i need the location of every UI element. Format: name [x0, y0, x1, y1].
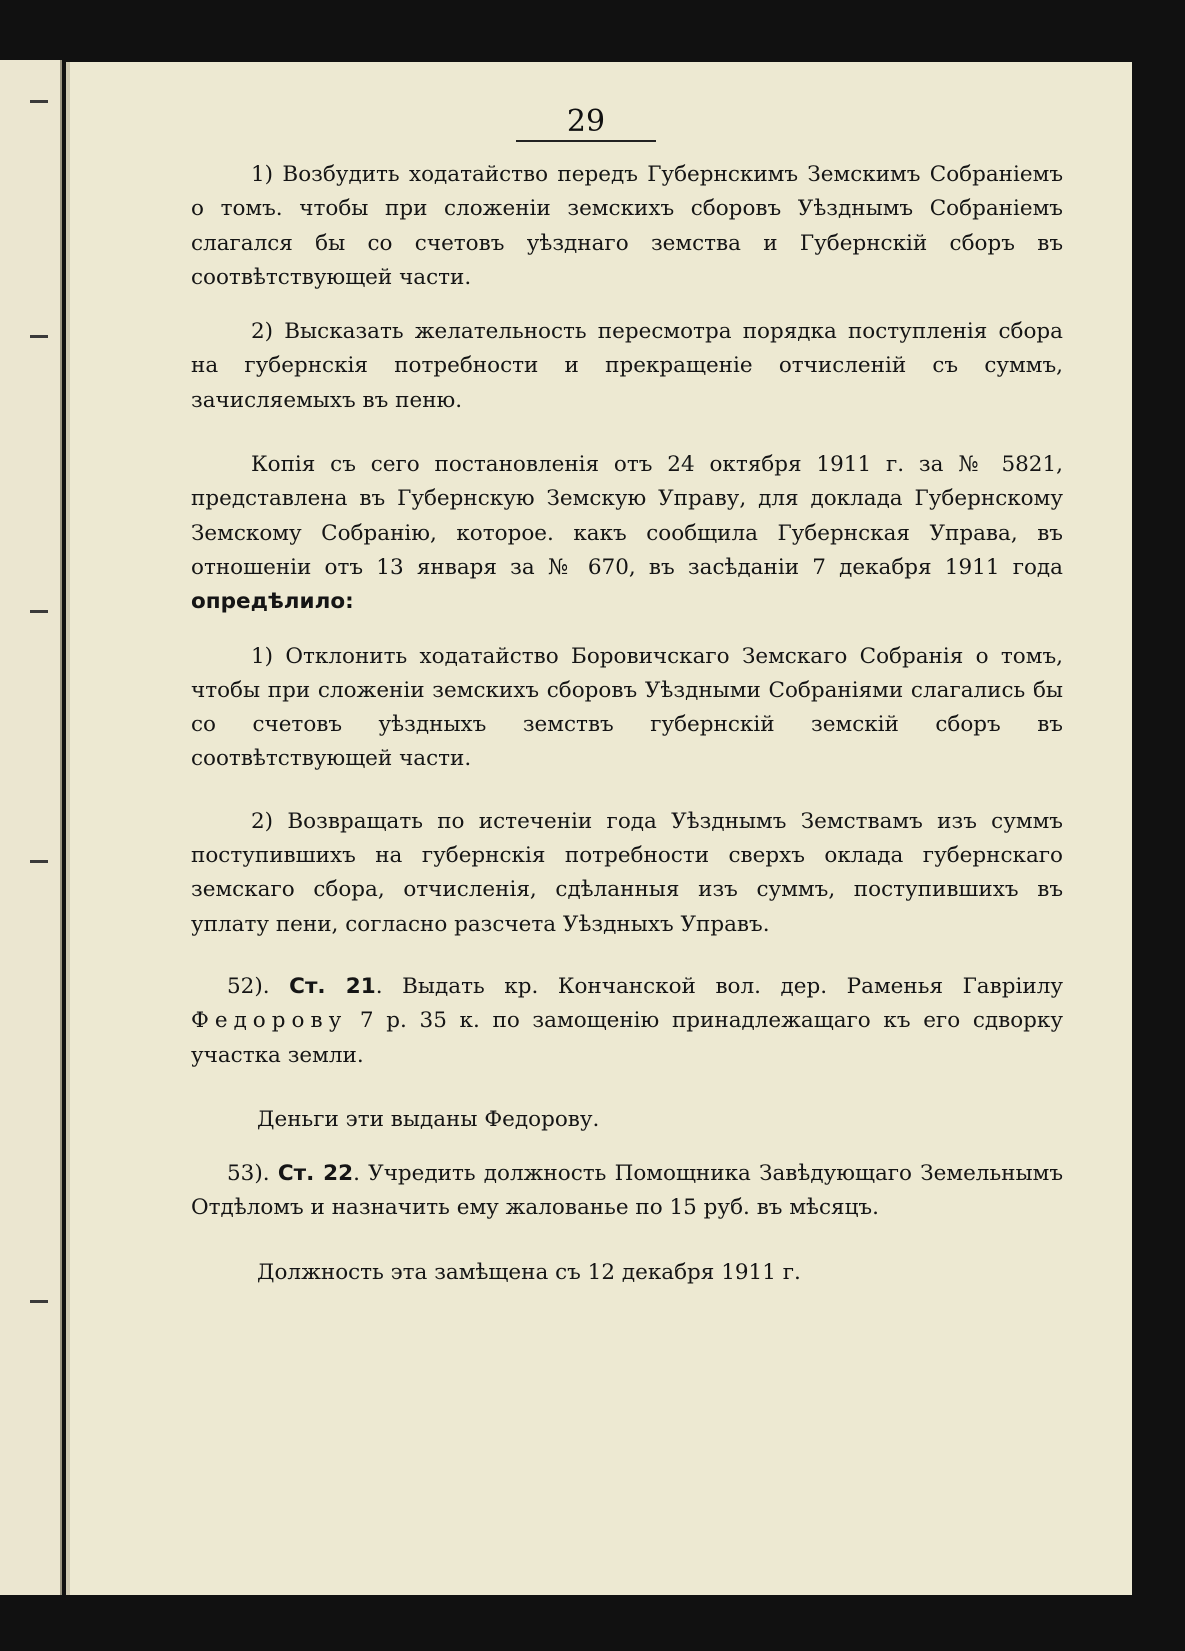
item-number-52: 52). [227, 973, 270, 999]
paragraph-payment-note: Деньги эти выданы Федорову. [257, 1106, 600, 1132]
binding-mark [30, 860, 48, 863]
item-number-53: 53). [227, 1161, 270, 1187]
article-21-text-a: . Выдать кр. Кончанской вол. дер. Раменья Гавріилу [375, 973, 1064, 999]
article-21: Ст. 21 [289, 973, 376, 999]
binding-mark [30, 335, 48, 338]
document-page [66, 62, 1132, 1595]
recipient-name: Федорову [191, 1008, 348, 1034]
article-21-text-b: 7 р. 35 к. по замощенію принадлежащаго къ его сдворку участка земли. [191, 1008, 1063, 1068]
body-text [191, 158, 1063, 1290]
adjacent-page-edge [0, 60, 62, 1595]
paragraph-position-filled: Должность эта замѣщена съ 12 декабря 1911 г. [257, 1259, 801, 1285]
binding-mark [30, 1300, 48, 1303]
paragraph-resolution-2: 2) Высказать желательность пересмотра порядка поступленія сбора на губернскія потребности и прекращеніе отчисленій съ суммъ, зачисляемыхъ въ пеню. [191, 319, 1063, 413]
article-22: Ст. 22 [277, 1161, 354, 1187]
page-gutter [66, 62, 70, 1595]
paragraph-copy-notice [191, 448, 1063, 619]
page-number: 29 [566, 104, 606, 139]
paragraph-resolution-1: 1) Возбудить ходатайство передъ Губернскимъ Земскимъ Собраніемъ о томъ. чтобы при сложеніи земскихъ сборовъ Уѣзднымъ Собраніемъ слагался бы со счетовъ уѣзднаго земства и Губернскій сборъ въ соотвѣтствующей части. [191, 162, 1063, 290]
paragraph-article-53 [191, 1157, 1063, 1226]
article-22-text: . Учредить должность Помощника Завѣдующаго Земельнымъ Отдѣломъ и назначить ему жалованье по 15 руб. въ мѣсяцъ. [191, 1161, 1064, 1221]
binding-mark [30, 100, 48, 103]
binding-mark [30, 610, 48, 613]
paragraph-decision-2: 2) Возвращать по истеченіи года Уѣзднымъ Земствамъ изъ суммъ поступившихъ на губернскія потребности сверхъ оклада губернскаго земскаго сбора, отчисленія, сдѣланныя изъ суммъ, поступившихъ въ уплату пени, согласно разсчета Уѣздныхъ Управъ. [191, 808, 1063, 937]
copy-notice-text: Копія съ сего постановленія отъ 24 октября 1911 г. за № 5821, представлена въ Губернскую Земскую Управу, для доклада Губернскому Земскому Собранію, которое. какъ сообщила Губернская Управа, въ отношеніи отъ 13 января за № 670, въ засѣданіи 7 декабря 1911 года [191, 452, 1063, 580]
paragraph-decision-1: 1) Отклонить ходатайство Боровичскаго Земскаго Собранія о томъ, чтобы при сложеніи земскихъ сборовъ Уѣздными Собраніями слагались бы со счетовъ уѣздныхъ земствъ губернскій земскій сборъ въ соотвѣтствующей части. [191, 643, 1063, 772]
page-number-rule [516, 140, 656, 142]
determined-keyword: опредѣлило: [191, 589, 354, 615]
paragraph-article-52 [191, 970, 1063, 1073]
